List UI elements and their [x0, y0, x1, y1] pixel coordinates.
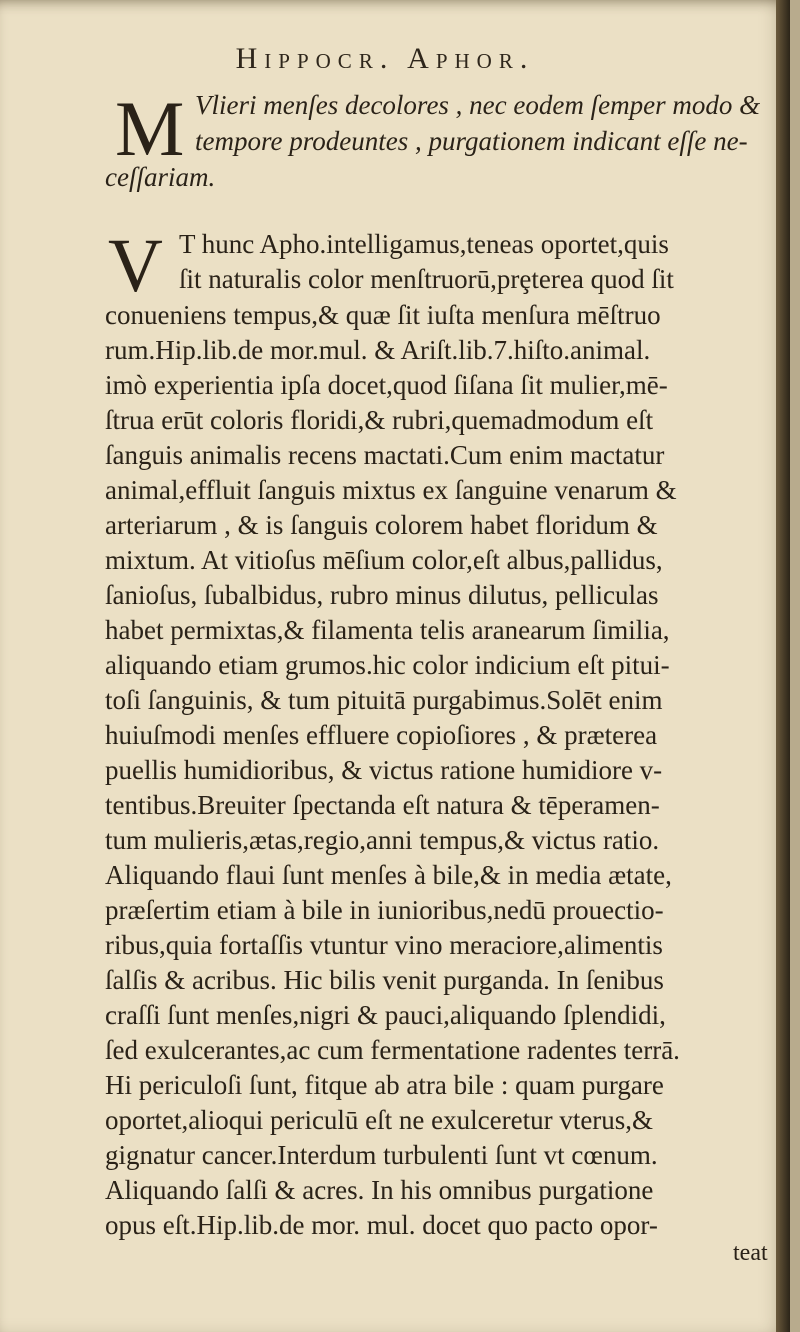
commentary-initial: V [108, 224, 163, 308]
text-line: puellis humidioribus, & victus ratione humidiore v- [105, 755, 663, 785]
text-line: craſſi ſunt menſes,nigri & pauci,aliquando ſplendidi, [105, 1000, 666, 1030]
text-line: conueniens tempus,& quæ ſit iuſta menſura mēſtruo [105, 300, 661, 330]
text-line: T hunc Apho.intelligamus,teneas oportet,quis [179, 229, 669, 259]
text-line: ſalſis & acribus. Hic bilis venit purganda. In ſenibus [105, 965, 664, 995]
text-line: Hi periculoſi ſunt, fitque ab atra bile : quam purgare [105, 1070, 664, 1100]
text-line: ſanioſus, ſubalbidus, rubro minus dilutus, pelliculas [105, 580, 659, 610]
text-line: mixtum. At vitioſus mēſium color,eſt albus,pallidus, [105, 545, 663, 575]
text-line: animal,effluit ſanguis mixtus ex ſanguine venarum & [105, 475, 677, 505]
aphorism-line: Vlieri menſes decolores , nec eodem ſemper modo & [195, 90, 761, 120]
catchword: teat [733, 1240, 768, 1266]
text-line: tum mulieris,ætas,regio,anni tempus,& victus ratio. [105, 825, 660, 855]
text-line: habet permixtas,& filamenta telis aranearum ſimilia, [105, 615, 670, 645]
text-line: Aliquando flaui ſunt menſes à bile,& in media ætate, [105, 860, 672, 890]
text-line: aliquando etiam grumos.hic color indicium eſt pitui- [105, 650, 670, 680]
text-line: gignatur cancer.Interdum turbulenti ſunt vt cœnum. [105, 1140, 658, 1170]
running-head: Hippocr. Aphor. [235, 42, 535, 75]
text-line: opus eſt.Hip.lib.de mor. mul. docet quo pacto opor- [105, 1210, 658, 1240]
aphorism-line: tempore prodeuntes , purgationem indicant eſſe ne- [195, 126, 748, 156]
text-line: huiuſmodi menſes effluere copioſiores , & præterea [105, 720, 658, 750]
text-line: tentibus.Breuiter ſpectanda eſt natura & tēperamen- [105, 790, 660, 820]
page-edge [776, 0, 790, 1332]
text-line: ribus,quia fortaſſis vtuntur vino meraciore,alimentis [105, 930, 663, 960]
text-line: ſed exulcerantes,ac cum fermentatione radentes terrā. [105, 1035, 680, 1065]
text-line: ſit naturalis color menſtruorū,prȩterea quod ſit [179, 264, 674, 294]
aphorism-initial: M [115, 85, 185, 172]
text-line: oportet,alioqui periculū eſt ne exulceretur vterus,& [105, 1105, 654, 1135]
text-line: toſi ſanguinis, & tum pituitā purgabimus.Solēt enim [105, 685, 663, 715]
text-line: ſtrua erūt coloris floridi,& rubri,quemadmodum eſt [105, 405, 654, 435]
aphorism-line: ceſſariam. [105, 162, 216, 192]
text-line: rum.Hip.lib.de mor.mul. & Ariſt.lib.7.hiſto.animal. [105, 335, 651, 365]
text-line: imò experientia ipſa docet,quod ſiſana ſit mulier,mē- [105, 370, 668, 400]
text-line: arteriarum , & is ſanguis colorem habet floridum & [105, 510, 658, 540]
text-line: ſanguis animalis recens mactati.Cum enim mactatur [105, 440, 665, 470]
text-line: præſertim etiam à bile in iunioribus,nedū prouectio- [105, 895, 664, 925]
text-line: Aliquando ſalſi & acres. In his omnibus purgatione [105, 1175, 654, 1205]
